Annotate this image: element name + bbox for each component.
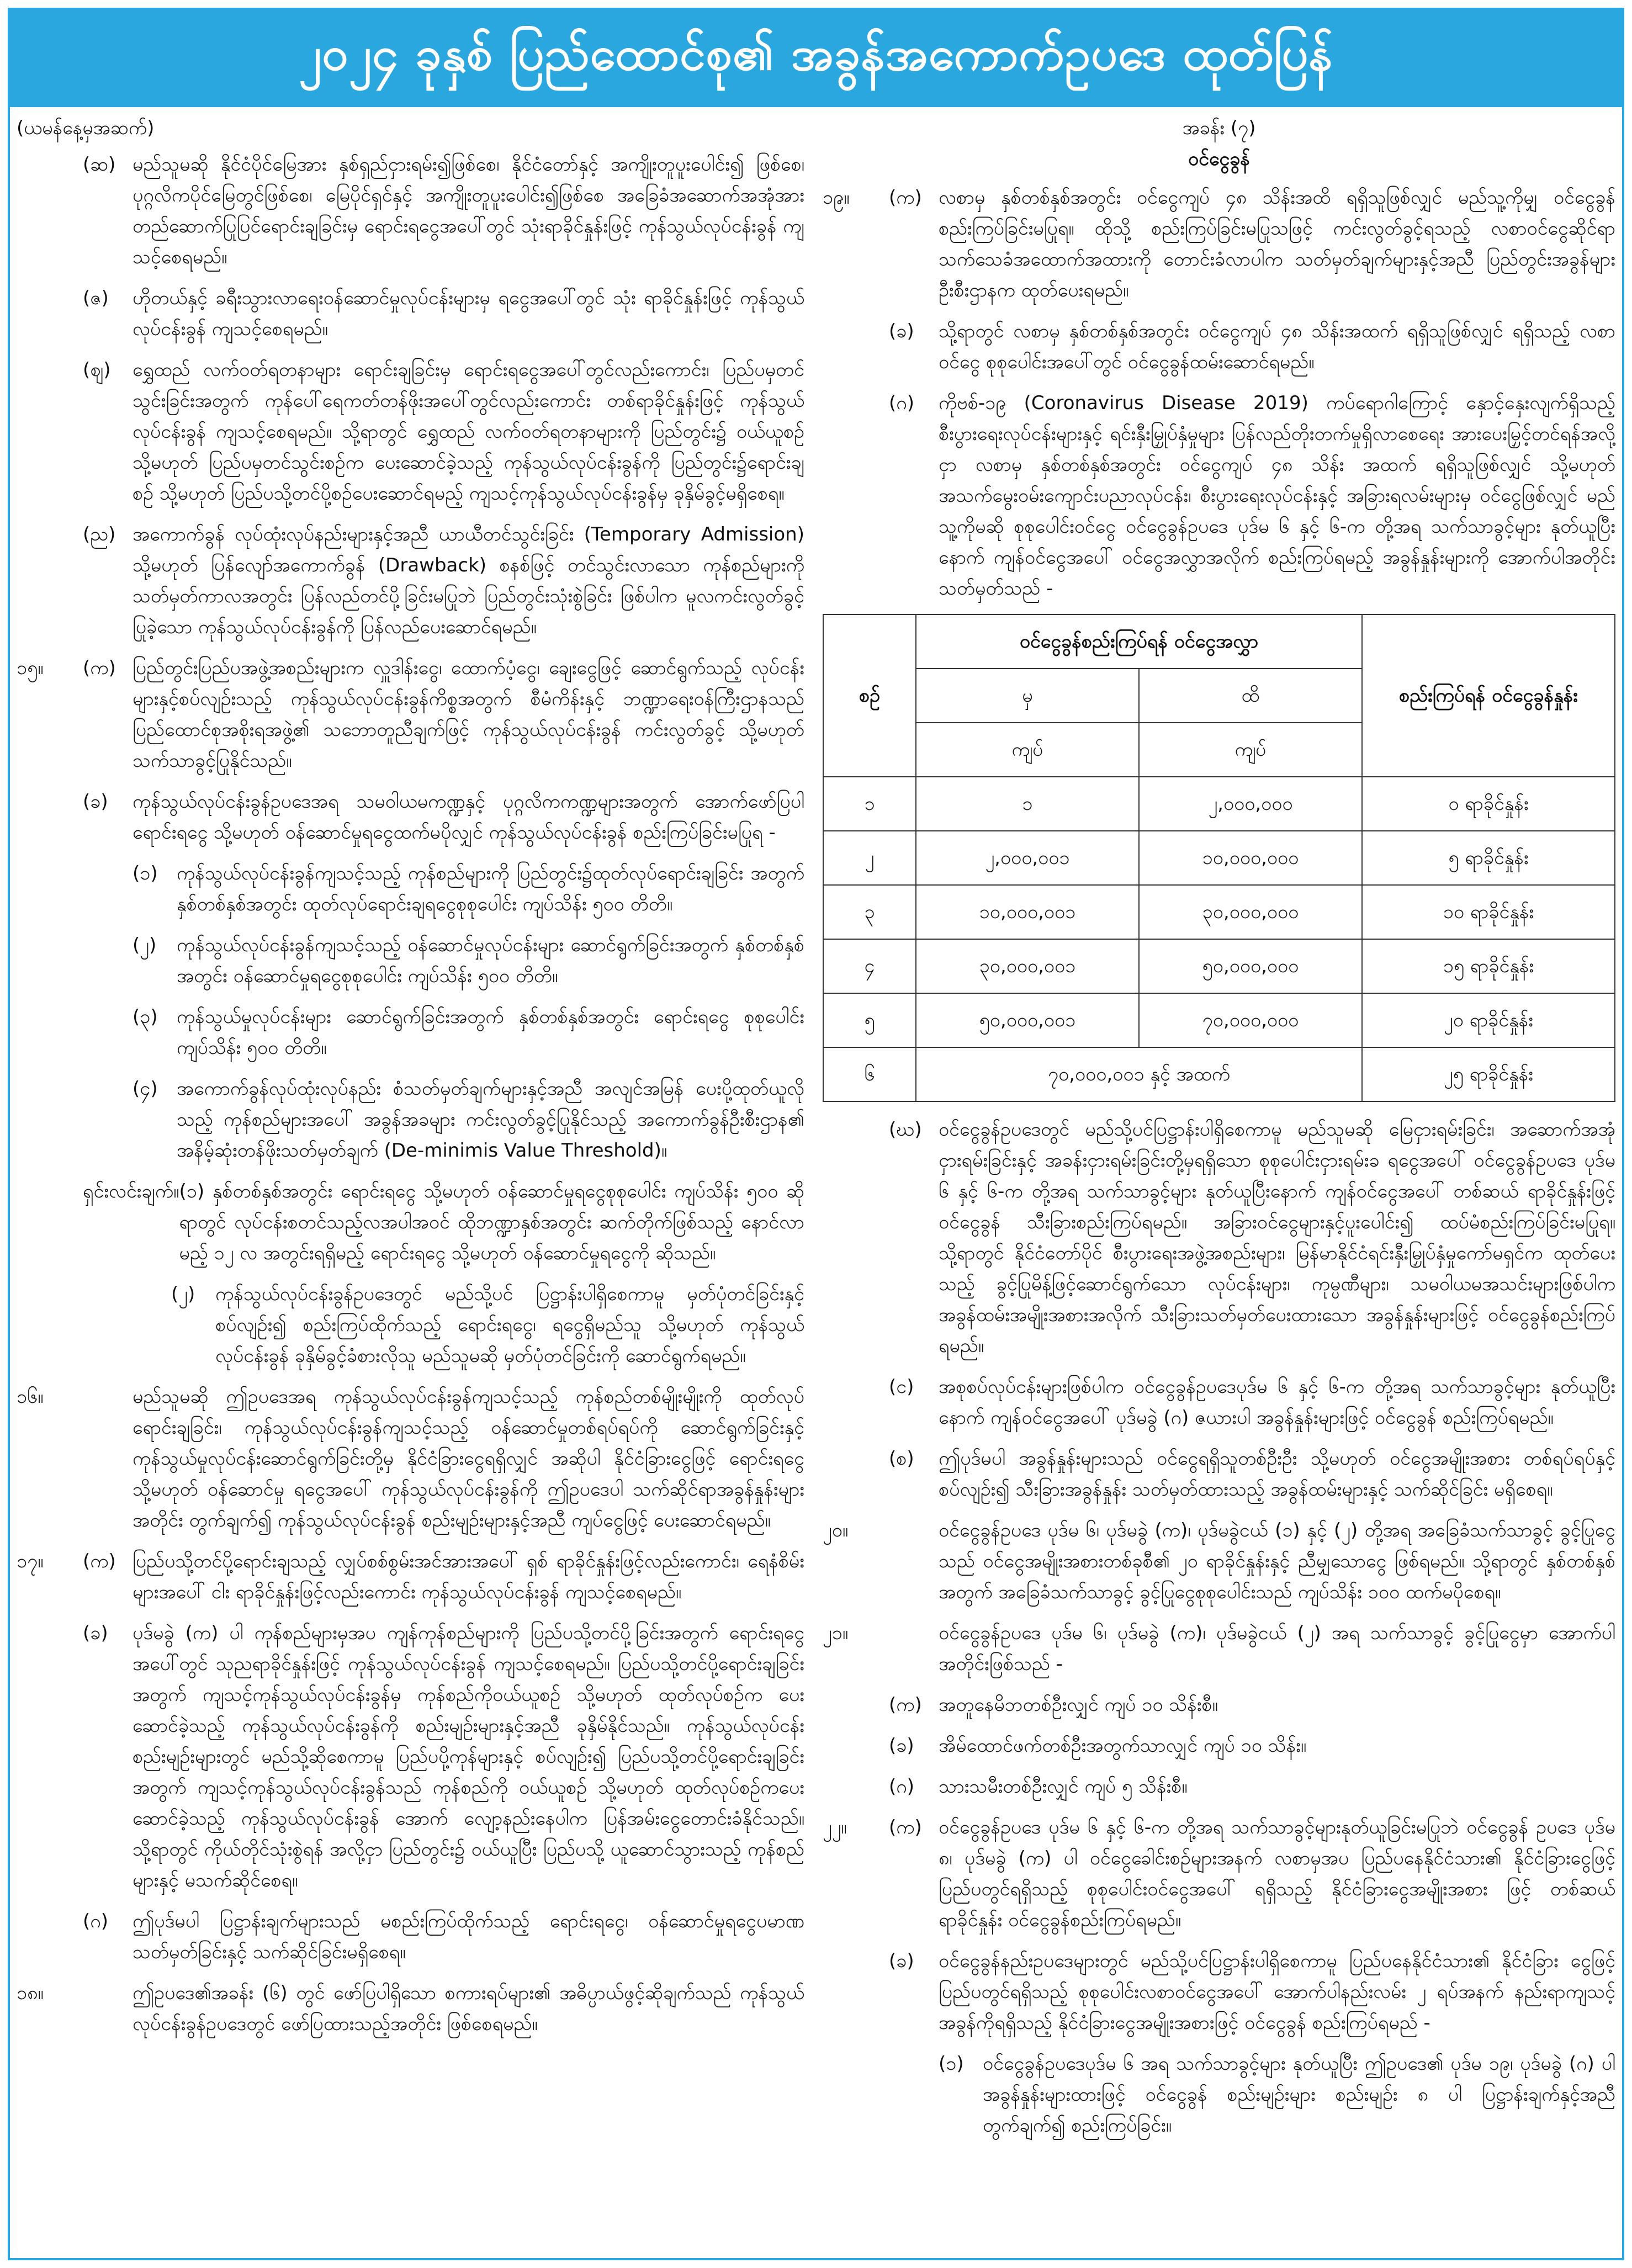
section-number [823,388,889,604]
clause-text: နှစ်တစ်နှစ်အတွင်း ရောင်းရငွေ သို့မဟုတ် ဝန်ဆောင်မှုရငွေစုစုပေါင်း ကျပ်သိန်း ၅၀၀ ဆိုရာတွင် လုပ်ငန်းစတင်သည့်လအပါအဝင် ထိုဘဏ္ဍာနှစ်အတွင်း ဆက်တိုက်ဖြစ်သည့် နောင်လာမည့် ၁၂ လ အတွင်းရရှိမည့် ရောင်းရငွေ သို့မဟုတ် ဝန်ဆောင်မှုရငွေကို ဆိုသည်။ [179,1180,804,1264]
right-subitems-3 [823,2048,1615,2141]
clause-text: အကောက်ခွန် လုပ်ထုံးလုပ်နည်းများနှင့်အညီ ယာယီတင်သွင်းခြင်း (Temporary Admission) သို့မဟုတ် ပြန်လျော်အကောက်ခွန် (Drawback) စနစ်ဖြင့် တင်သွင်းလာသော ကုန်စည်များကို သတ်မှတ်ကာလအတွင်း ပြန်လည်တင်ပို့ခြင်းမပြုဘဲ ပြည်တွင်းသုံးစွဲခြင်း ဖြစ်ပါက မူလကင်းလွတ်ခွင့် ပြုခဲ့သော ကုန်သွယ်လုပ်ငန်းခွန်ကို ပြန်လည်ပေးဆောင်ရမည်။ [133,523,804,638]
clause-label: (ခ) [83,1622,108,1644]
unit-to: ကျပ် [1139,723,1362,777]
paragraph [889,1689,1615,1720]
unit-from: ကျပ် [916,723,1139,777]
paragraph [133,1073,804,1166]
row-from: ၁ [916,777,1139,831]
clause-label [83,1381,133,1536]
row-to: ၃၀,၀၀၀,၀၀၀ [1139,885,1362,939]
paragraph [823,316,1615,378]
table-header-row [823,614,1615,669]
col-no-header: စဉ် [823,614,916,777]
paragraph [823,1114,1615,1361]
section-number [17,786,83,848]
section-number [17,283,83,345]
row-range: ၇၀,၀၀၀,၀၀၁ နှင့် အထက် [916,1047,1362,1101]
section-number: ၁၈။ [17,1982,44,2004]
paragraph [823,1443,1615,1505]
paragraph [133,1001,804,1063]
row-from: ၃၀,၀၀၀,၀၀၁ [916,939,1139,993]
col-rate-header: စည်းကြပ်ရန် ဝင်ငွေခွန်နှုန်း [1362,614,1615,777]
row-rate: ၂၀ ရာခိုင်နှုန်း [1362,993,1615,1047]
section-number [17,519,83,643]
clause-text: ကုန်သွယ်လုပ်ငန်းခွန်ဥပဒေအရ သမဝါယမကဏ္ဍနှင့် ပုဂ္ဂလိကကဏ္ဍများအတွက် အောက်ဖော်ပြပါ ရောင်းရငွေ သို့မဟုတ် ဝန်ဆောင်မှုရငွေထက်မပိုလျှင် ကုန်သွယ်လုပ်ငန်းခွန် စည်းကြပ်ခြင်းမပြုရ - [133,791,804,844]
paragraph [133,930,804,992]
left-items-2 [17,1381,804,2039]
table-row [823,993,1615,1047]
table-row [823,885,1615,939]
section-number: ၁၅။ [17,657,44,679]
clause-label: (၂) [171,1283,195,1305]
section-number: ၁၉။ [823,187,850,209]
right-items-2 [823,1114,1615,1679]
row-no: ၃ [823,885,916,939]
paragraph [17,519,804,643]
col-to-header: ထိ [1139,669,1362,723]
table-row [823,939,1615,993]
clause-text: ဝင်ငွေခွန်ဥပဒေတွင် မည်သို့ပင်ပြဋ္ဌာန်းပါရှိစေကာမူ မည်သူမဆို မြေငှားရမ်းခြင်း၊ အဆောက်အအုံငှားရမ်းခြင်းနှင့် အခန်းငှားရမ်းခြင်းတို့မှရရှိသော စုစုပေါင်းငှားရမ်းခ ရငွေအပေါ် ဝင်ငွေခွန်ဥပဒေ ပုဒ်မ ၆ နှင့် ၆-က တို့အရ သက်သာခွင့်များ နုတ်ယူပြီးနောက် ကျန်ဝင်ငွေအပေါ် တစ်ဆယ် ရာခိုင်နှုန်းဖြင့် ဝင်ငွေခွန် သီးခြားစည်းကြပ်ရမည်။ အခြားဝင်ငွေများနှင့်ပူးပေါင်း၍ ထပ်မံစည်းကြပ်ခြင်းမပြုရ။ သို့ရာတွင် နိုင်ငံတော်ပိုင် စီးပွားရေးအဖွဲ့အစည်းများ၊ မြန်မာနိုင်ငံရင်းနှီးမြှုပ်နှံမှုကော်မရှင်က ထုတ်ပေးသည့် ခွင့်ပြုမိန့်ဖြင့်ဆောင်ရွက်သော လုပ်ငန်းများ၊ ကုမ္ပဏီများ၊ သမဝါယမအသင်းများဖြစ်ပါက အခွန်ထမ်းအမျိုးအစားအလိုက် သီးခြားသတ်မှတ်ပေးထားသော အခွန်နှုန်းများဖြင့် ဝင်ငွေခွန်စည်းကြပ်ရမည်။ [939,1119,1615,1357]
clause-text: ကုန်သွယ်လုပ်ငန်းခွန်ဥပဒေတွင် မည်သို့ပင် ပြဋ္ဌာန်းပါရှိစေကာမူ မှတ်ပုံတင်ခြင်းနှင့်စပ်လျဉ်း၍ စည်းကြပ်ထိုက်သည့် ရောင်းရငွေ၊ ရငွေရှိမည်သူ သို့မဟုတ် ကုန်သွယ်လုပ်ငန်းခွန် ခုနှိမ်ခွင့်ခံစားလိုသူ မည်သူမဆို မှတ်ပုံတင်ခြင်းကို ဆောင်ရွက်ရမည်။ [215,1283,804,1367]
row-to: ၅၀,၀၀၀,၀၀၀ [1139,939,1362,993]
clause-text: ကုန်သွယ်လုပ်ငန်းခွန်ကျသင့်သည့် ကုန်စည်များကို ပြည်တွင်း၌ထုတ်လုပ်ရောင်းချခြင်း အတွက် နှစ်တစ်နှစ်အတွင်း ထုတ်လုပ်ရောင်းချရငွေစုစုပေါင်း ကျပ်သိန်း ၅၀၀ တိတိ။ [177,862,804,915]
paragraph [17,1906,804,1968]
title-banner [10,10,1622,107]
clause-text: ဝင်ငွေခွန်နည်းဥပဒေများတွင် မည်သို့ပင်ပြဋ္ဌာန်းပါရှိစေကာမူ ပြည်ပနေနိုင်ငံသား၏ နိုင်ငံခြား ငွေဖြင့် ပြည်ပတွင်ရရှိသည့် စုစုပေါင်းလစာဝင်ငွေအပေါ် အောက်ပါနည်းလမ်း ၂ ရပ်အနက် နည်းရာကျသင့်အခွန်ကိုရရှိသည့် နိုင်ငံခြားငွေအမျိုးအစားဖြင့် ဝင်ငွေခွန် စည်းကြပ်ရမည် - [939,1950,1615,2034]
clause-label: (ခ) [889,1950,914,1972]
clause-label: (ခ) [889,1735,914,1757]
section-number [823,1946,889,2038]
row-rate: ၂၅ ရာခိုင်နှုန်း [1362,1047,1615,1101]
row-rate: ၅ ရာခိုင်နှုန်း [1362,831,1615,885]
page-title: ၂၀၂၄ ခုနှစ် ပြည်ထောင်စု၏ အခွန်အကောက်ဥပဒေ ထုတ်ပြန် [299,27,1333,81]
left-subitems [17,858,804,1166]
clause-label: (က) [889,187,922,209]
paragraph [823,1812,1615,1936]
paragraph [17,354,804,509]
paragraph [17,1978,804,2039]
paragraph [939,2048,1615,2141]
table-row [823,831,1615,885]
clause-label: (ခ) [889,320,914,342]
clause-label: (၁) [133,862,158,884]
section-number [17,1618,83,1896]
clause-text: ပြည်တွင်းပြည်ပအဖွဲ့အစည်းများက လှူဒါန်းငွေ၊ ထောက်ပံ့ငွေ၊ ချေးငွေဖြင့် ဆောင်ရွက်သည့် လုပ်ငန်းများနှင့်စပ်လျဉ်းသည့် ကုန်သွယ်လုပ်ငန်းခွန်ကိစ္စအတွက် စီမံကိန်းနှင့် ဘဏ္ဍာရေးဝန်ကြီးဌာနသည် ပြည်ထောင်စုအစိုးရအဖွဲ့၏ သဘောတူညီချက်ဖြင့် ကုန်သွယ်လုပ်ငန်းခွန် ကင်းလွတ်ခွင့် သို့မဟုတ် သက်သာခွင့်ပြုနိုင်သည်။ [133,657,804,772]
clause-label [889,1515,939,1608]
section-number: ၁၇။ [17,1550,44,1572]
definition-block [17,1176,804,1371]
row-from: ၁၀,၀၀၀,၀၀၁ [916,885,1139,939]
clause-text: ကုန်သွယ်မှုလုပ်ငန်းများ ဆောင်ရွက်ခြင်းအတွက် နှစ်တစ်နှစ်အတွင်း ရောင်းရငွေ စုစုပေါင်း ကျပ်သိန်း ၅၀၀ တိတိ။ [177,1006,804,1059]
row-no: ၆ [823,1047,916,1101]
clause-label [83,1978,133,2039]
row-no: ၁ [823,777,916,831]
clause-text: လစာမှ နှစ်တစ်နှစ်အတွင်း ဝင်ငွေကျပ် ၄၈ သိန်းအထိ ရရှိသူဖြစ်လျှင် မည်သူ့ကိုမျှ ဝင်ငွေခွန် စည်းကြပ်ခြင်းမပြုရ။ ထိုသို့ စည်းကြပ်ခြင်းမပြုသဖြင့် ကင်းလွတ်ခွင့်ရသည့် လစာဝင်ငွေဆိုင်ရာ သက်သေခံအထောက်အထားကို တောင်းခံလာပါက သတ်မှတ်ချက်များနှင့်အညီ ပြည်တွင်းအခွန်များဦးစီးဌာနက ထုတ်ပေးရမည်။ [939,187,1615,301]
col-from-header: မှ [916,669,1139,723]
table-row [823,1047,1615,1101]
clause-label: (ခ) [83,791,108,813]
clause-text: ဝင်ငွေခွန်ဥပဒေပုဒ်မ ၆ အရ သက်သာခွင့်များ နုတ်ယူပြီး ဤဥပဒေ၏ ပုဒ်မ ၁၉၊ ပုဒ်မခွဲ (ဂ) ပါ အခွန်နှုန်းများထားဖြင့် ဝင်ငွေခွန် စည်းမျဉ်းများ စည်းမျဉ်း ၈ ပါ ပြဋ္ဌာန်းချက်နှင့်အညီ တွက်ချက်၍ စည်းကြပ်ခြင်း။ [983,2053,1615,2137]
clause-text: အကောက်ခွန်လုပ်ထုံးလုပ်နည်း စံသတ်မှတ်ချက်များနှင့်အညီ အလျင်အမြန် ပေးပို့ထုတ်ယူလိုသည့် ကုန်စည်များအပေါ် အခွန်အခများ ကင်းလွတ်ခွင့်ပြုနိုင်သည့် အကောက်ခွန်ဦးစီးဌာန၏ အနိမ့်ဆုံးတန်ဖိုးသတ်မှတ်ချက် (De-minimis Value Threshold)။ [177,1078,804,1162]
section-number: ၂၁။ [823,1622,849,1644]
left-items [17,149,804,848]
clause-text: ဤဥပဒေ၏အခန်း (၆) တွင် ဖော်ပြပါရှိသော စကားရပ်များ၏ အဓိပ္ပာယ်ဖွင့်ဆိုချက်သည် ကုန်သွယ်လုပ်ငန်းခွန်ဥပဒေတွင် ဖော်ပြထားသည့်အတိုင်း ဖြစ်စေရမည်။ [133,1982,804,2035]
paragraph [823,388,1615,604]
paragraph [889,1771,1615,1802]
clause-label: (ဆ) [83,153,116,176]
definition-item [83,1176,804,1269]
paragraph [17,283,804,345]
section-number: ၂၀။ [823,1519,849,1541]
clause-text: သို့ရာတွင် လစာမှ နှစ်တစ်နှစ်အတွင်း ဝင်ငွေကျပ် ၄၈ သိန်းအထက် ရရှိသူဖြစ်လျှင် ရရှိသည့် လစာဝင်ငွေ စုစုပေါင်းအပေါ်တွင် ဝင်ငွေခွန်ထမ်းဆောင်ရမည်။ [939,320,1615,373]
table-body [823,777,1615,1047]
paragraph [823,1946,1615,2038]
paragraph [823,1371,1615,1433]
row-to: ၂,၀၀၀,၀၀၀ [1139,777,1362,831]
section-number [17,354,83,509]
paragraph [17,1618,804,1896]
clause-text: မည်သူမဆို နိုင်ငံပိုင်မြေအား နှစ်ရှည်ငှားရမ်း၍ဖြစ်စေ၊ နိုင်ငံတော်နှင့် အကျိုးတူပူးပေါင်း၍ ဖြစ်စေ၊ ပုဂ္ဂလိကပိုင်မြေတွင်ဖြစ်စေ၊ မြေပိုင်ရှင်နှင့် အကျိုးတူပူးပေါင်း၍ဖြစ်စေ အခြေခံအဆောက်အအုံအား တည်ဆောက်ပြုပြင်ရောင်းချခြင်းမှ ရောင်းရငွေအပေါ်တွင် သုံးရာခိုင်နှုန်းဖြင့် ကုန်သွယ်လုပ်ငန်းခွန် ကျသင့်စေရမည်။ [133,153,804,268]
clause-label: (ဂ) [889,392,914,414]
row-to: ၁၀,၀၀၀,၀၀၀ [1139,831,1362,885]
clause-text: ဝင်ငွေခွန်ဥပဒေ ပုဒ်မ ၆၊ ပုဒ်မခွဲ (က)၊ ပုဒ်မခွဲငယ် (၁) နှင့် (၂) တို့အရ အခြေခံသက်သာခွင့် ခွင့်ပြုငွေသည် ဝင်ငွေအမျိုးအစားတစ်ခုစီ၏ ၂၀ ရာခိုင်နှုန်းနှင့် ညီမျှသောငွေ ဖြစ်ရမည်။ သို့ရာတွင် နှစ်တစ်နှစ်အတွက် အခြေခံသက်သာခွင့် ခွင့်ပြုငွေစုစုပေါင်းသည် ကျပ်သိန်း ၁၀၀ ထက်မပိုစေရ။ [939,1519,1615,1603]
clause-label: (၂) [133,934,157,956]
bracket-header: ဝင်ငွေခွန်စည်းကြပ်ရန် ဝင်ငွေအလွှာ [916,614,1362,669]
row-from: ၅၀,၀၀၀,၀၀၁ [916,993,1139,1047]
clause-text: ပုဒ်မခွဲ (က) ပါ ကုန်စည်များမှအပ ကျန်ကုန်စည်များကို ပြည်ပသို့တင်ပို့ခြင်းအတွက် ရောင်းရငွေအပေါ်တွင် သုညရာခိုင်နှုန်းဖြင့် ကုန်သွယ်လုပ်ငန်းခွန် ကျသင့်စေရမည်။ ပြည်ပသို့တင်ပို့ရောင်းချခြင်းအတွက် ကျသင့်ကုန်သွယ်လုပ်ငန်းခွန်မှ ကုန်စည်ကိုဝယ်ယူစဉ် သို့မဟုတ် ထုတ်လုပ်စဉ်က ပေးဆောင်ခဲ့သည့် ကုန်သွယ်လုပ်ငန်းခွန်ကို စည်းမျဉ်းများနှင့်အညီ ခုနှိမ်နိုင်သည်။ ကုန်သွယ်လုပ်ငန်းစည်းမျဉ်းများတွင် မည်သို့ဆိုစေကာမူ ပြည်ပပို့ကုန်များနှင့် စပ်လျဉ်း၍ ပြည်ပသို့တင်ပို့ရောင်းချခြင်းအတွက် ကျသင့်ကုန်သွယ်လုပ်ငန်းခွန်သည် ကုန်စည်ကို ဝယ်ယူစဉ် သို့မဟုတ် ထုတ်လုပ်စဉ်ကပေးဆောင်ခဲ့သည့် ကုန်သွယ်လုပ်ငန်းခွန် အောက် လျော့နည်းနေပါက ပြန်အမ်းငွေတောင်းခံနိုင်သည်။ သို့ရာတွင် ကိုယ်တိုင်သုံးစွဲရန် အလို့ငှာ ပြည်တွင်း၌ ဝယ်ယူပြီး ပြည်ပသို့ ယူဆောင်သွားသည့် ကုန်စည်များနှင့် မသက်ဆိုင်စေရ။ [133,1622,804,1891]
clause-text: ကိုဗစ်-၁၉ (Coronavirus Disease 2019) ကပ်ရောဂါကြောင့် နှောင့်နှေးလျက်ရှိသည့် စီးပွားရေးလုပ်ငန်းများနှင့် ရင်းနှီးမြှုပ်နှံမှုများ ပြန်လည်တိုးတက်မှုရှိလာစေရေး အားပေးမြှင့်တင်ရန်အလို့ငှာ လစာမှ နှစ်တစ်နှစ်အတွင်း ဝင်ငွေကျပ် ၄၈ သိန်း အထက် ရရှိသူဖြစ်လျှင် သို့မဟုတ် အသက်မွေးဝမ်းကျောင်းပညာလုပ်ငန်း၊ စီးပွားရေးလုပ်ငန်းနှင့် အခြားရလမ်းများမှ ဝင်ငွေဖြစ်လျှင် မည်သူ့ကိုမဆို စုစုပေါင်းဝင်ငွေ ဝင်ငွေခွန်ဥပဒေ ပုဒ်မ ၆ နှင့် ၆-က တို့အရ သက်သာခွင့်များ နုတ်ယူပြီးနောက် ကျန်ဝင်ငွေအပေါ် ဝင်ငွေအလွှာအလိုက် စည်းကြပ်ရမည့် အခွန်နှုန်းများကို အောက်ပါအတိုင်းသတ်မှတ်သည် - [939,392,1615,600]
income-tax-table [823,614,1615,1102]
clause-label: (က) [83,657,116,679]
right-column [823,108,1615,2250]
clause-label: (ဈ) [83,359,111,381]
section-number [823,1443,889,1505]
paragraph [889,1730,1615,1761]
clause-label: (င) [889,1376,914,1398]
section-number [823,1371,889,1433]
clause-label: (၁) [179,1180,205,1202]
continued-label: (ယမန်နေ့မှအဆက်) [17,117,155,139]
clause-text: ကုန်သွယ်လုပ်ငန်းခွန်ကျသင့်သည့် ဝန်ဆောင်မှုလုပ်ငန်းများ ဆောင်ရွက်ခြင်းအတွက် နှစ်တစ်နှစ်အတွင်း ဝန်ဆောင်မှုရငွေစုစုပေါင်း ကျပ်သိန်း ၅၀၀ တိတိ။ [177,934,804,987]
paragraph [17,786,804,848]
clause-label: (၃) [133,1006,158,1028]
clause-text: ဟိုတယ်နှင့် ခရီးသွားလာရေးဝန်ဆောင်မှုလုပ်ငန်းများမှ ရငွေအပေါ်တွင် သုံး ရာခိုင်နှုန်းဖြင့် ကုန်သွယ်လုပ်ငန်းခွန် ကျသင့်စေရမည်။ [133,287,804,340]
clause-label: (၄) [133,1078,158,1100]
allowance-list [823,1689,1615,1802]
row-from: ၂,၀၀၀,၀၀၁ [916,831,1139,885]
section-number: ၁၆။ [17,1386,44,1408]
section-number [823,316,889,378]
clause-text: အတူနေမိဘတစ်ဦးလျှင် ကျပ် ၁၀ သိန်းစီ။ [939,1694,1218,1716]
row-rate: ၁၅ ရာခိုင်နှုန်း [1362,939,1615,993]
clause-label: (ဂ) [83,1910,108,1932]
row-rate: ၁၀ ရာခိုင်နှုန်း [1362,885,1615,939]
left-column [17,108,814,2250]
row-no: ၄ [823,939,916,993]
row-no: ၅ [823,993,916,1047]
clause-label: (စ) [889,1448,914,1470]
paragraph [133,858,804,920]
definition-label: ရှင်းလင်းချက်။ [83,1180,179,1202]
clause-text: ဤပုဒ်မပါ အခွန်နှုန်းများသည် ဝင်ငွေရရှိသူတစ်ဦးဦး သို့မဟုတ် ဝင်ငွေအမျိုးအစား တစ်ရပ်ရပ်နှင့်စပ်လျဉ်း၍ သီးခြားအခွန်နှုန်း သတ်မှတ်ထားသည့် အခွန်ထမ်းများနှင့် သက်ဆိုင်ခြင်း မရှိစေရ။ [939,1448,1615,1501]
clause-text: အစုစပ်လုပ်ငန်းများဖြစ်ပါက ဝင်ငွေခွန်ဥပဒေပုဒ်မ ၆ နှင့် ၆-က တို့အရ သက်သာခွင့်များ နုတ်ယူပြီးနောက် ကျန်ဝင်ငွေအပေါ် ပုဒ်မခွဲ (ဂ) ဇယားပါ အခွန်နှုန်းများဖြင့် ဝင်ငွေခွန် စည်းကြပ်ရမည်။ [939,1376,1615,1429]
table-row [823,777,1615,831]
clause-text: ဝင်ငွေခွန်ဥပဒေ ပုဒ်မ ၆ နှင့် ၆-က တို့အရ သက်သာခွင့်များနုတ်ယူခြင်းမပြုဘဲ ဝင်ငွေခွန် ဥပဒေ ပုဒ်မ ၈၊ ပုဒ်မခွဲ (က) ပါ ဝင်ငွေခေါင်းစဉ်များအနက် လစာမှအပ ပြည်ပနေနိုင်ငံသား၏ နိုင်ငံခြားငွေဖြင့် ပြည်ပတွင်ရရှိသည့် စုစုပေါင်းဝင်ငွေအပေါ် ရရှိသည့် နိုင်ငံခြားငွေအမျိုးအစား ဖြင့် တစ်ဆယ် ရာခိုင်နှုန်း ဝင်ငွေခွန်စည်းကြပ်ရမည်။ [939,1816,1615,1931]
section-number: အခန်း (၇) [1182,117,1256,139]
clause-text: ဝင်ငွေခွန်ဥပဒေ ပုဒ်မ ၆၊ ပုဒ်မခွဲ (က)၊ ပုဒ်မခွဲငယ် (၂) အရ သက်သာခွင့် ခွင့်ပြုငွေမှာ အောက်ပါအတိုင်းဖြစ်သည် - [939,1622,1615,1675]
clause-label: (ဂ) [889,1776,914,1798]
clause-text: အိမ်ထောင်ဖက်တစ်ဦးအတွက်သာလျှင် ကျပ် ၁၀ သိန်း။ [939,1735,1307,1757]
row-to: ၇၀,၀၀၀,၀၀၀ [1139,993,1362,1047]
clause-label: (က) [83,1550,116,1572]
right-items-3 [823,1812,1615,2038]
paragraph [17,653,804,776]
section-number [823,1114,889,1361]
clause-text: မည်သူမဆို ဤဥပဒေအရ ကုန်သွယ်လုပ်ငန်းခွန်ကျသင့်သည့် ကုန်စည်တစ်မျိုးမျိုးကို ထုတ်လုပ်ရောင်းချခြင်း၊ ကုန်သွယ်လုပ်ငန်းခွန်ကျသင့်သည့် ဝန်ဆောင်မှုတစ်ရပ်ရပ်ကို ဆောင်ရွက်ခြင်းနှင့် ကုန်သွယ်မှုလုပ်ငန်းဆောင်ရွက်ခြင်းတို့မှ နိုင်ငံခြားငွေရရှိလျှင် အဆိုပါ နိုင်ငံခြားငွေဖြင့် ရောင်းရငွေ သို့မဟုတ် ဝန်ဆောင်မှု ရငွေအပေါ် ကုန်သွယ်လုပ်ငန်းခွန်ကို ဤဥပဒေပါ သက်ဆိုင်ရာအခွန်နှုန်းများအတိုင်း တွက်ချက်၍ ကုန်သွယ်လုပ်ငန်းခွန် စည်းမျဉ်းများနှင့်အညီ ကျပ်ငွေဖြင့် ပေးဆောင်ရမည်။ [133,1386,804,1532]
paragraph [823,1618,1615,1679]
paragraph [823,1515,1615,1608]
section-number [17,1906,83,1968]
clause-label: (က) [889,1816,922,1838]
row-no: ၂ [823,831,916,885]
right-items [823,182,1615,604]
paragraph [17,1546,804,1608]
clause-label: (က) [889,1694,922,1716]
section-number [17,149,83,273]
paragraph [17,149,804,273]
clause-text: ပြည်ပသို့တင်ပို့ရောင်းချသည့် လျှပ်စစ်စွမ်းအင်အားအပေါ် ရှစ် ရာခိုင်နှုန်းဖြင့်လည်းကောင်း၊ ရေနံစိမ်းများအပေါ် ငါး ရာခိုင်နှုန်းဖြင့်လည်းကောင်း ကုန်သွယ်လုပ်ငန်းခွန် ကျသင့်စေရမည်။ [133,1550,804,1603]
definition-body [179,1176,804,1269]
row-rate: ၀ ရာခိုင်နှုန်း [1362,777,1615,831]
definition-item [171,1279,804,1371]
clause-text: ဤပုဒ်မပါ ပြဋ္ဌာန်းချက်များသည် မစည်းကြပ်ထိုက်သည့် ရောင်းရငွေ၊ ဝန်ဆောင်မှုရငွေပမာဏ သတ်မှတ်ခြင်းနှင့် သက်ဆိုင်ခြင်းမရှိစေရ။ [133,1910,804,1963]
clause-label: (ဃ) [889,1119,922,1141]
clause-text: ရွှေထည် လက်ဝတ်ရတနာများ ရောင်းချခြင်းမှ ရောင်းရငွေအပေါ်တွင်လည်းကောင်း၊ ပြည်ပမှတင်သွင်းခြင်းအတွက် ကုန်ပေါ်ရေကတ်တန်ဖိုးအပေါ်တွင်လည်းကောင်း တစ်ရာခိုင်နှုန်းဖြင့် ကုန်သွယ်လုပ်ငန်းခွန် ကျသင့်စေရမည်။ သို့ရာတွင် ရွှေထည် လက်ဝတ်ရတနာများကို ပြည်တွင်း၌ ဝယ်ယူစဉ် သို့မဟုတ် ပြည်ပမှတင်သွင်းစဉ်က ပေးဆောင်ခဲ့သည့် ကုန်သွယ်လုပ်ငန်းခွန်ကို ပြည်တွင်း၌ရောင်းချစဉ် သို့မဟုတ် ပြည်ပသို့တင်ပို့စဉ်ပေးဆောင်ရမည့် ကျသင့်ကုန်သွယ်လုပ်ငန်းခွန်မှ ခုနှိမ်ခွင့်မရှိစေရ။ [133,359,804,505]
clause-label: (ဇ) [83,287,109,309]
section-title: ဝင်ငွေခွန် [1188,148,1250,170]
clause-text: သားသမီးတစ်ဦးလျှင် ကျပ် ၅ သိန်းစီ။ [939,1776,1188,1798]
clause-label: (၁) [939,2053,964,2075]
paragraph [17,1381,804,1536]
section-number: ၂၂။ [823,1816,847,1838]
paragraph [823,182,1615,306]
clause-label [889,1618,939,1679]
clause-label: (ည) [83,523,116,545]
